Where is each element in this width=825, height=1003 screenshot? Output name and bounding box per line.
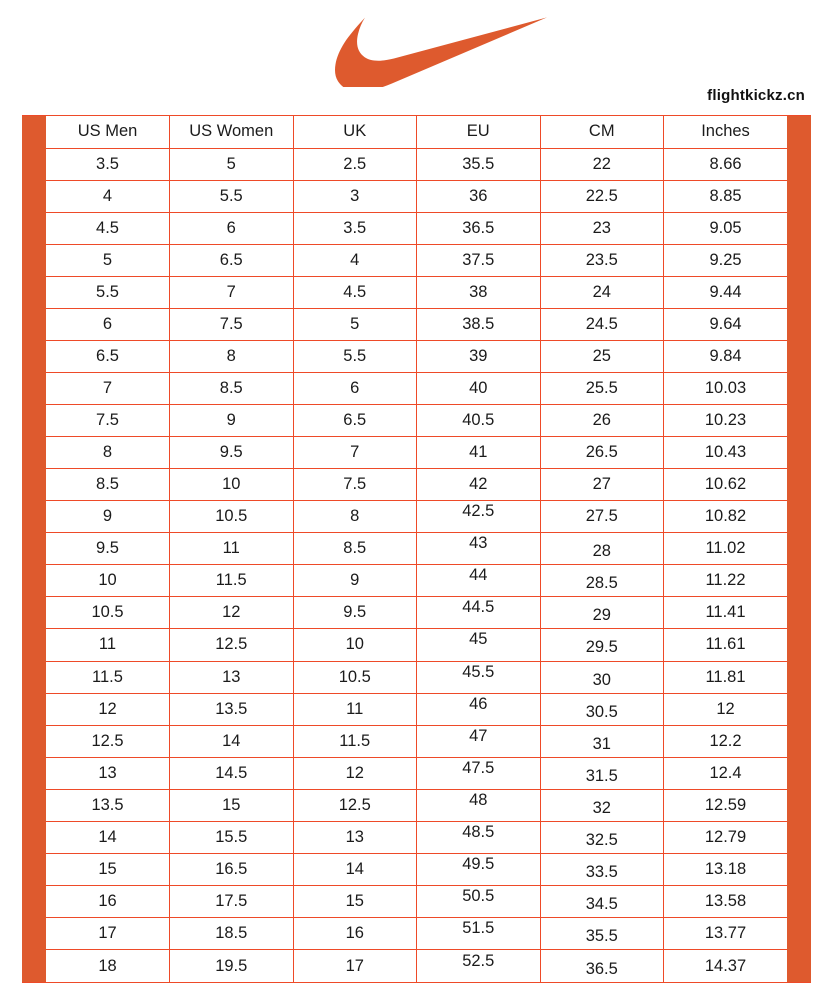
size-cell: 13 [293, 821, 417, 853]
size-cell: 42.5 [417, 501, 541, 533]
size-cell: 12 [664, 693, 788, 725]
table-row [46, 789, 787, 821]
size-cell: 5 [293, 308, 417, 340]
size-cell: 30 [540, 661, 664, 693]
table-row [46, 918, 787, 950]
size-cell: 23.5 [540, 244, 664, 276]
size-cell: 6 [46, 308, 170, 340]
size-cell: 9.84 [664, 340, 788, 372]
size-cell: 44 [417, 565, 541, 597]
table-row [46, 340, 787, 372]
size-cell: 5.5 [170, 180, 294, 212]
size-cell: 11 [293, 693, 417, 725]
size-cell: 10.5 [170, 501, 294, 533]
size-cell: 6 [170, 212, 294, 244]
size-cell: 12.2 [664, 725, 788, 757]
table-row [46, 469, 787, 501]
size-cell: 4.5 [293, 276, 417, 308]
size-cell: 9.5 [293, 597, 417, 629]
size-cell: 6.5 [170, 244, 294, 276]
table-row [46, 597, 787, 629]
size-cell: 11.81 [664, 661, 788, 693]
size-cell: 10 [170, 469, 294, 501]
size-cell: 10.82 [664, 501, 788, 533]
size-cell: 7 [46, 372, 170, 404]
size-cell: 3.5 [293, 212, 417, 244]
size-cell: 17.5 [170, 885, 294, 917]
table-row [46, 372, 787, 404]
size-cell: 10 [293, 629, 417, 661]
table-row [46, 276, 787, 308]
size-cell: 22.5 [540, 180, 664, 212]
table-row [46, 853, 787, 885]
column-header-uk: UK [293, 116, 417, 148]
column-header-cm: CM [540, 116, 664, 148]
size-cell: 10.5 [46, 597, 170, 629]
size-cell: 14 [46, 821, 170, 853]
column-header-eu: EU [417, 116, 541, 148]
size-cell: 50.5 [417, 885, 541, 917]
size-cell: 8.5 [293, 533, 417, 565]
size-cell: 18 [46, 950, 170, 982]
size-cell: 17 [46, 918, 170, 950]
size-cell: 8 [293, 501, 417, 533]
size-cell: 15 [293, 885, 417, 917]
size-cell: 47 [417, 725, 541, 757]
size-cell: 37.5 [417, 244, 541, 276]
size-cell: 8.5 [46, 469, 170, 501]
size-cell: 9 [170, 405, 294, 437]
size-cell: 32.5 [540, 821, 664, 853]
size-cell: 22 [540, 148, 664, 180]
size-cell: 14.37 [664, 950, 788, 982]
size-cell: 4 [293, 244, 417, 276]
size-cell: 10.5 [293, 661, 417, 693]
size-cell: 16 [46, 885, 170, 917]
size-cell: 9.44 [664, 276, 788, 308]
size-cell: 13.18 [664, 853, 788, 885]
table-row [46, 565, 787, 597]
size-cell: 39 [417, 340, 541, 372]
size-cell: 47.5 [417, 757, 541, 789]
size-cell: 12.59 [664, 789, 788, 821]
size-cell: 7.5 [170, 308, 294, 340]
left-accent-bar [22, 116, 46, 982]
size-cell: 6 [293, 372, 417, 404]
table-row [46, 148, 787, 180]
size-cell: 19.5 [170, 950, 294, 982]
size-cell: 3.5 [46, 148, 170, 180]
size-cell: 13.5 [46, 789, 170, 821]
size-cell: 14 [293, 853, 417, 885]
size-cell: 7.5 [46, 405, 170, 437]
table-row [46, 212, 787, 244]
size-cell: 36 [417, 180, 541, 212]
table-row [46, 725, 787, 757]
size-cell: 24 [540, 276, 664, 308]
size-cell: 14 [170, 725, 294, 757]
size-cell: 4 [46, 180, 170, 212]
column-header-us-women: US Women [170, 116, 294, 148]
table-row [46, 501, 787, 533]
column-header-inches: Inches [664, 116, 788, 148]
size-cell: 11.5 [293, 725, 417, 757]
size-cell: 11 [170, 533, 294, 565]
size-cell: 9.64 [664, 308, 788, 340]
size-cell: 51.5 [417, 918, 541, 950]
size-cell: 24.5 [540, 308, 664, 340]
size-cell: 12.5 [46, 725, 170, 757]
size-table-block [22, 115, 811, 983]
size-cell: 9.5 [170, 437, 294, 469]
size-cell: 11.61 [664, 629, 788, 661]
size-conversion-table [46, 116, 787, 982]
size-cell: 11 [46, 629, 170, 661]
size-cell: 9.25 [664, 244, 788, 276]
size-cell: 12.5 [170, 629, 294, 661]
size-cell: 6.5 [46, 340, 170, 372]
size-cell: 3 [293, 180, 417, 212]
size-cell: 9.05 [664, 212, 788, 244]
size-cell: 10.43 [664, 437, 788, 469]
size-cell: 42 [417, 469, 541, 501]
size-cell: 10 [46, 565, 170, 597]
size-cell: 5 [46, 244, 170, 276]
size-cell: 26 [540, 405, 664, 437]
size-cell: 15 [170, 789, 294, 821]
size-cell: 25 [540, 340, 664, 372]
table-header [46, 116, 787, 148]
right-accent-bar [787, 116, 811, 982]
size-cell: 11.41 [664, 597, 788, 629]
size-cell: 36.5 [417, 212, 541, 244]
size-cell: 16 [293, 918, 417, 950]
size-cell: 11.02 [664, 533, 788, 565]
size-cell: 13.77 [664, 918, 788, 950]
size-cell: 41 [417, 437, 541, 469]
size-cell: 10.62 [664, 469, 788, 501]
nike-swoosh-icon [335, 15, 547, 87]
table-row [46, 950, 787, 982]
size-cell: 4.5 [46, 212, 170, 244]
size-cell: 9.5 [46, 533, 170, 565]
size-cell: 52.5 [417, 950, 541, 982]
size-cell: 18.5 [170, 918, 294, 950]
size-cell: 10.03 [664, 372, 788, 404]
table-row [46, 405, 787, 437]
size-cell: 11.5 [46, 661, 170, 693]
table-body [46, 148, 787, 982]
table-row [46, 244, 787, 276]
table-row [46, 437, 787, 469]
table-row [46, 661, 787, 693]
size-cell: 15.5 [170, 821, 294, 853]
size-cell: 16.5 [170, 853, 294, 885]
table-row [46, 180, 787, 212]
table-row [46, 693, 787, 725]
size-cell: 31 [540, 725, 664, 757]
size-cell: 9 [46, 501, 170, 533]
size-cell: 38 [417, 276, 541, 308]
size-cell: 12 [46, 693, 170, 725]
size-cell: 8.5 [170, 372, 294, 404]
table-row [46, 885, 787, 917]
size-cell: 48.5 [417, 821, 541, 853]
size-cell: 5.5 [293, 340, 417, 372]
size-cell: 35.5 [417, 148, 541, 180]
size-cell: 27.5 [540, 501, 664, 533]
size-cell: 27 [540, 469, 664, 501]
size-cell: 46 [417, 693, 541, 725]
size-cell: 28.5 [540, 565, 664, 597]
column-header-us-men: US Men [46, 116, 170, 148]
size-cell: 15 [46, 853, 170, 885]
size-cell: 11.5 [170, 565, 294, 597]
size-cell: 40 [417, 372, 541, 404]
size-cell: 7 [170, 276, 294, 308]
size-cell: 33.5 [540, 853, 664, 885]
size-cell: 29.5 [540, 629, 664, 661]
header-row [46, 116, 787, 148]
size-cell: 12.4 [664, 757, 788, 789]
size-cell: 23 [540, 212, 664, 244]
table-row [46, 629, 787, 661]
size-cell: 32 [540, 789, 664, 821]
size-cell: 45 [417, 629, 541, 661]
size-cell: 49.5 [417, 853, 541, 885]
table-row [46, 757, 787, 789]
size-cell: 29 [540, 597, 664, 629]
table-row [46, 533, 787, 565]
size-cell: 14.5 [170, 757, 294, 789]
size-cell: 13.5 [170, 693, 294, 725]
size-cell: 12.79 [664, 821, 788, 853]
size-cell: 5 [170, 148, 294, 180]
size-cell: 25.5 [540, 372, 664, 404]
table-row [46, 308, 787, 340]
size-cell: 45.5 [417, 661, 541, 693]
size-cell: 12.5 [293, 789, 417, 821]
size-cell: 11.22 [664, 565, 788, 597]
size-cell: 12 [293, 757, 417, 789]
size-cell: 13 [46, 757, 170, 789]
size-cell: 44.5 [417, 597, 541, 629]
size-cell: 40.5 [417, 405, 541, 437]
size-cell: 36.5 [540, 950, 664, 982]
size-cell: 9 [293, 565, 417, 597]
size-cell: 48 [417, 789, 541, 821]
size-cell: 28 [540, 533, 664, 565]
size-cell: 35.5 [540, 918, 664, 950]
size-cell: 43 [417, 533, 541, 565]
size-cell: 7 [293, 437, 417, 469]
size-cell: 8.85 [664, 180, 788, 212]
size-cell: 7.5 [293, 469, 417, 501]
size-cell: 2.5 [293, 148, 417, 180]
size-cell: 5.5 [46, 276, 170, 308]
size-cell: 10.23 [664, 405, 788, 437]
size-cell: 31.5 [540, 757, 664, 789]
watermark-text: flightkickz.cn [707, 87, 805, 104]
size-cell: 26.5 [540, 437, 664, 469]
size-cell: 38.5 [417, 308, 541, 340]
size-cell: 13.58 [664, 885, 788, 917]
size-cell: 13 [170, 661, 294, 693]
size-cell: 12 [170, 597, 294, 629]
size-cell: 8.66 [664, 148, 788, 180]
size-cell: 17 [293, 950, 417, 982]
table-row [46, 821, 787, 853]
size-cell: 8 [46, 437, 170, 469]
size-cell: 8 [170, 340, 294, 372]
size-cell: 34.5 [540, 885, 664, 917]
size-cell: 6.5 [293, 405, 417, 437]
size-cell: 30.5 [540, 693, 664, 725]
